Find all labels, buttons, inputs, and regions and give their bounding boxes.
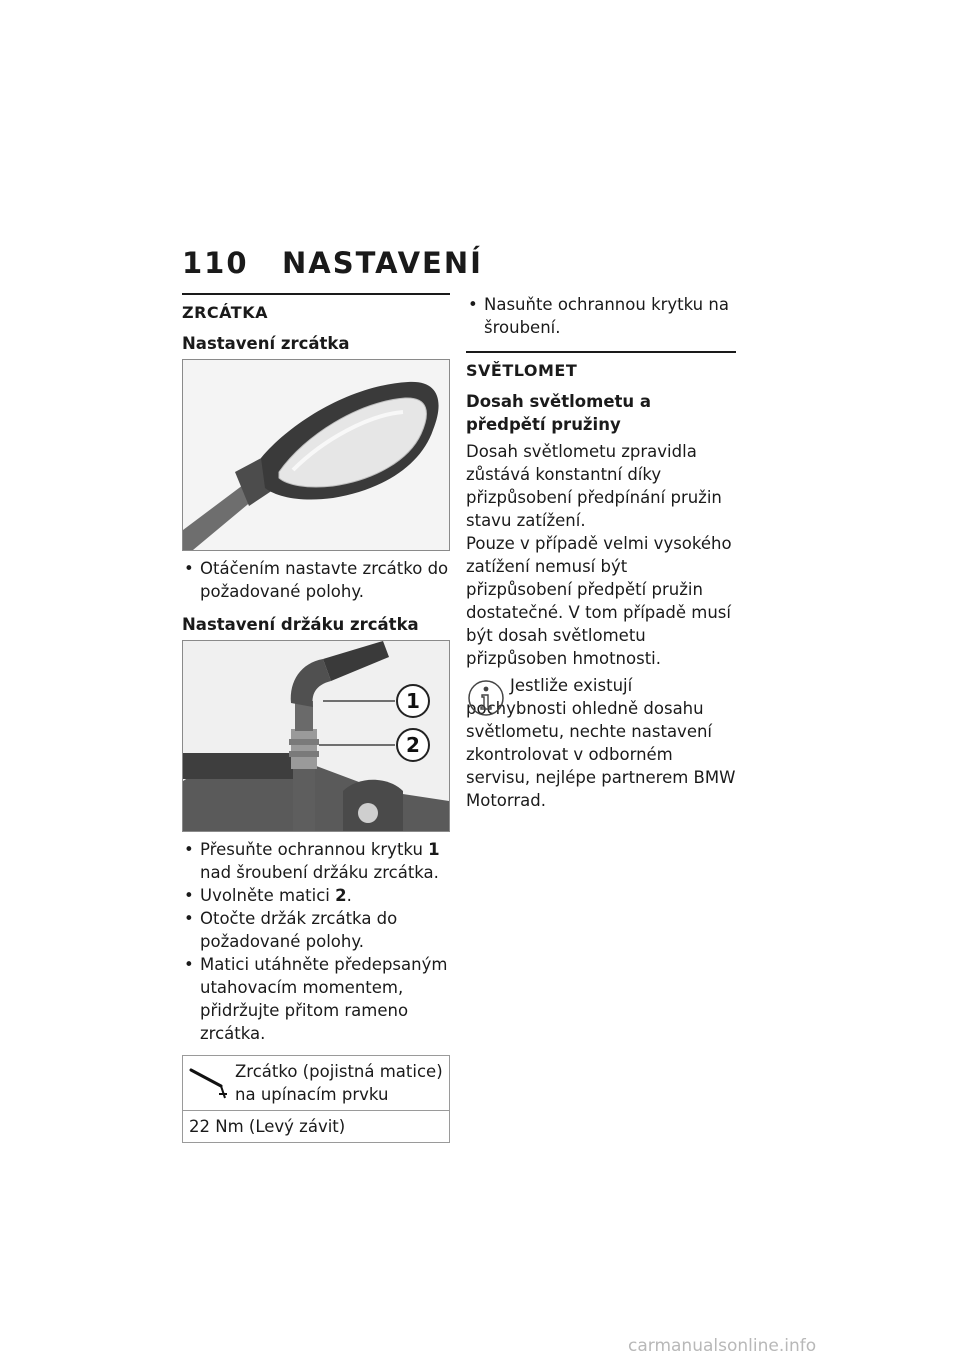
info-icon [466, 678, 506, 718]
mirror-holder-illustration [183, 641, 449, 831]
mirror-holder-figure [182, 640, 450, 832]
torque-label: Zrcátko (pojistná matice) na upínacím prvku [235, 1062, 443, 1104]
callout-2 [397, 729, 429, 761]
page-number: 110 [182, 246, 249, 280]
subhead-headlight-range: Dosah světlometu a předpětí pružiny [466, 392, 652, 434]
torque-value: 22 Nm (Levý závit) [183, 1111, 450, 1143]
list-item: • Nasuňte ochrannou krytku na šroubení. [466, 293, 736, 339]
mirror-illustration [183, 360, 449, 550]
torque-spec-table [182, 1055, 450, 1143]
section-title-headlight: SVĚTLOMET [466, 361, 578, 380]
svg-text:1: 1 [406, 689, 420, 713]
svg-text:2: 2 [406, 733, 420, 757]
watermark: carmanualsonline.info [628, 1336, 817, 1356]
section-divider [182, 293, 450, 295]
list-item: • Matici utáhněte předepsaným utahovacím momentem, přidržujte přitom rameno zrcátka. [182, 953, 450, 1045]
subhead-mirror-adjust: Nastavení zrcátka [182, 334, 350, 353]
paragraph-heavy-load: Pouze v případě velmi vysokého zatížení nemusí být přizpůsobení předpětí pružin dostatečné. V tom případě musí být dosah světlometu přizpůsoben hmotnosti. [466, 534, 732, 668]
page-header [182, 246, 483, 280]
subhead-mirror-holder: Nastavení držáku zrcátka [182, 615, 419, 634]
left-column [182, 293, 450, 1143]
section-divider [466, 351, 736, 353]
mirror-figure [182, 359, 450, 551]
mirror-adjust-steps [182, 557, 450, 603]
info-note [466, 674, 736, 812]
list-item: • Otáčením nastavte zrcátko do požadované polohy. [182, 557, 450, 603]
mirror-holder-steps [182, 838, 450, 1045]
torque-wrench-icon [189, 1060, 235, 1106]
section-title-mirrors: ZRCÁTKA [182, 303, 268, 322]
cover-step [466, 293, 736, 339]
list-item: • Otočte držák zrcátka do požadované polohy. [182, 907, 450, 953]
list-item: • Přesuňte ochrannou krytku 1 nad šroubení držáku zrcátka. [182, 838, 450, 884]
paragraph-headlight-range: Dosah světlometu zpravidla zůstává konstantní díky přizpůsobení předpínání pružin stavu zatížení. [466, 442, 722, 530]
right-column [466, 293, 736, 812]
callout-1 [397, 685, 429, 717]
list-item: • Uvolněte matici 2. [182, 884, 450, 907]
chapter-title: NASTAVENÍ [282, 246, 483, 280]
info-text: Jestliže existují pochybnosti ohledně dosahu světlometu, nechte nastavení zkontrolovat v odborném servisu, nejlépe partnerem BMW Motorrad. [466, 676, 736, 810]
